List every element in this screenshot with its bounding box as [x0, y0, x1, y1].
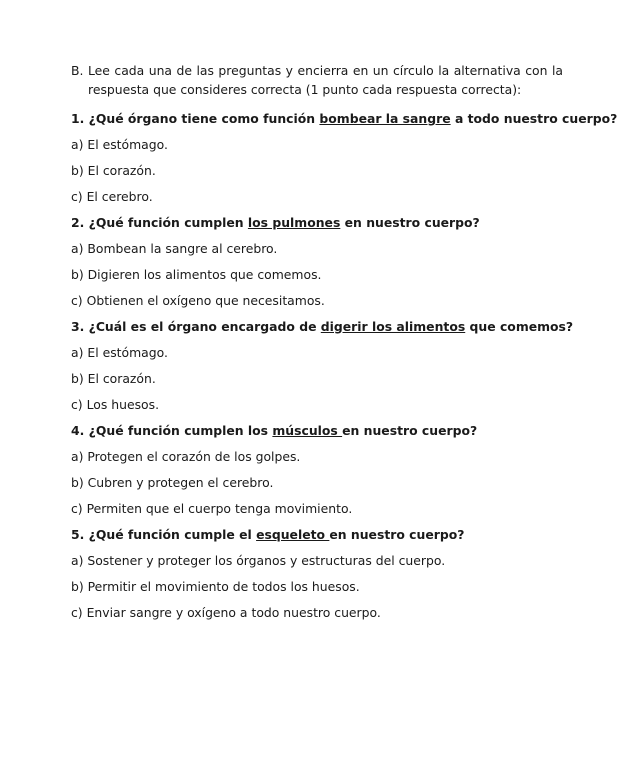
question-2-option-b[interactable]: b) Digieren los alimentos que comemos. [71, 267, 322, 282]
question-keyword: digerir los alimentos [320, 319, 466, 334]
question-5-option-a[interactable]: a) Sostener y proteger los órganos y estructuras del cuerpo. [71, 553, 446, 568]
question-4-option-c[interactable]: c) Permiten que el cuerpo tenga movimiento. [71, 501, 353, 516]
instructions-marker: B. [71, 63, 84, 78]
question-number: 4. [71, 423, 89, 438]
question-2-option-a[interactable]: a) Bombean la sangre al cerebro. [71, 241, 278, 256]
question-number: 2. [71, 215, 89, 230]
question-text: ¿Qué función cumplen [88, 215, 248, 230]
instructions-text: Lee cada una de las preguntas y encierra en un círculo la alternativa con la respuesta que consideres correcta (1 punto cada respuesta correcta): [88, 63, 563, 97]
question-text: ¿Qué función cumple el [88, 527, 257, 542]
question-2-option-c[interactable]: c) Obtienen el oxígeno que necesitamos. [71, 293, 325, 308]
question-4 [71, 423, 477, 438]
question-3-option-c[interactable]: c) Los huesos. [71, 397, 160, 412]
question-5-option-b[interactable]: b) Permitir el movimiento de todos los huesos. [71, 579, 360, 594]
question-text: ¿Qué órgano tiene como función [88, 111, 320, 126]
question-4-option-b[interactable]: b) Cubren y protegen el cerebro. [71, 475, 274, 490]
question-1-option-a[interactable]: a) El estómago. [71, 137, 168, 152]
question-text-end: en nuestro cuerpo? [329, 527, 465, 542]
question-number: 5. [71, 527, 89, 542]
question-keyword: bombear la sangre [319, 111, 451, 126]
question-1-option-c[interactable]: c) El cerebro. [71, 189, 153, 204]
question-number: 3. [71, 319, 89, 334]
question-text: ¿Cuál es el órgano encargado de [88, 319, 321, 334]
question-1-option-b[interactable]: b) El corazón. [71, 163, 156, 178]
question-number: 1. [71, 111, 89, 126]
instructions [71, 61, 563, 99]
question-keyword: músculos [272, 423, 343, 438]
question-4-option-a[interactable]: a) Protegen el corazón de los golpes. [71, 449, 301, 464]
question-3-option-a[interactable]: a) El estómago. [71, 345, 168, 360]
question-text: ¿Qué función cumplen los [88, 423, 273, 438]
question-3 [71, 319, 573, 334]
question-5 [71, 527, 464, 542]
question-2 [71, 215, 480, 230]
question-text-end: en nuestro cuerpo? [340, 215, 480, 230]
question-keyword: esqueleto [256, 527, 330, 542]
question-keyword: los pulmones [247, 215, 341, 230]
question-text-end: en nuestro cuerpo? [342, 423, 478, 438]
question-text-end: que comemos? [465, 319, 574, 334]
question-1 [71, 111, 617, 126]
question-5-option-c[interactable]: c) Enviar sangre y oxígeno a todo nuestro cuerpo. [71, 605, 381, 620]
question-3-option-b[interactable]: b) El corazón. [71, 371, 156, 386]
question-text-end: a todo nuestro cuerpo? [450, 111, 617, 126]
